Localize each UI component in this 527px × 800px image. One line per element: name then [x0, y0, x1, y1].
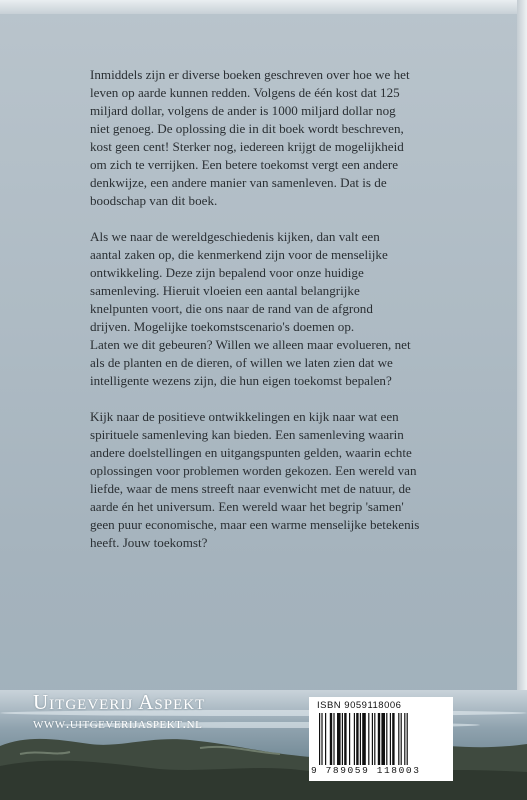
publisher-name: Uitgeverij Aspekt: [33, 690, 206, 714]
blurb-paragraph-3: Kijk naar de positieve ontwikkelingen en kijk naar wat een spirituele samenleving kan bieden. Een samenleving waarin andere doelstellingen en uitgangspunten gelden, waarin echte oplossingen voor problemen worden gekozen. Een wereld van liefde, waar de mens streeft naar evenwicht met de natuur, de aarde én het universum. Een wereld waar het begrip 'samen' geen puur economische, maar een warme menselijke betekenis heeft. Jouw toekomst?: [90, 409, 420, 550]
publisher-url: www.uitgeverijaspekt.nl: [33, 716, 203, 732]
blurb-text: [90, 66, 456, 570]
publisher-block: [33, 690, 205, 734]
blurb-paragraph-1: Inmiddels zijn er diverse boeken geschreven over hoe we het leven op aarde kunnen redden. Volgens de één kost dat 125 miljard dollar, volgens de ander is 1000 miljard dollar nog niet genoeg. De oplossing die in dit boek wordt beschreven, kost geen cent! Sterker nog, iedereen krijgt de mogelijkheid om zich te verrijken. Een betere toekomst vergt een andere denkwijze, een andere manier van samenleven. Dat is de boodschap van dit boek.: [90, 67, 410, 208]
barcode-label: [309, 697, 453, 781]
page-edge-right: [517, 0, 527, 800]
ean-digits: 9 789059 118003: [311, 765, 421, 776]
isbn-text: ISBN 9059118006: [317, 700, 402, 711]
barcode-icon: [319, 713, 443, 765]
page-edge-top: [0, 0, 527, 14]
blurb-paragraph-2: Als we naar de wereldgeschiedenis kijken, dan valt een aantal zaken op, die kenmerkend zijn voor de menselijke ontwikkeling. Deze zijn bepalend voor onze huidige samenleving. Hieruit vloeien een aantal belangrijke knelpunten voort, die ons naar de rand van de afgrond drijven. Mogelijke toekomstscenario's doemen op. Laten we dit gebeuren? Willen we alleen maar evolueren, net als de planten en de dieren, of willen we laten zien dat we intelligente wezens zijn, die hun eigen toekomst bepalen?: [90, 229, 411, 388]
